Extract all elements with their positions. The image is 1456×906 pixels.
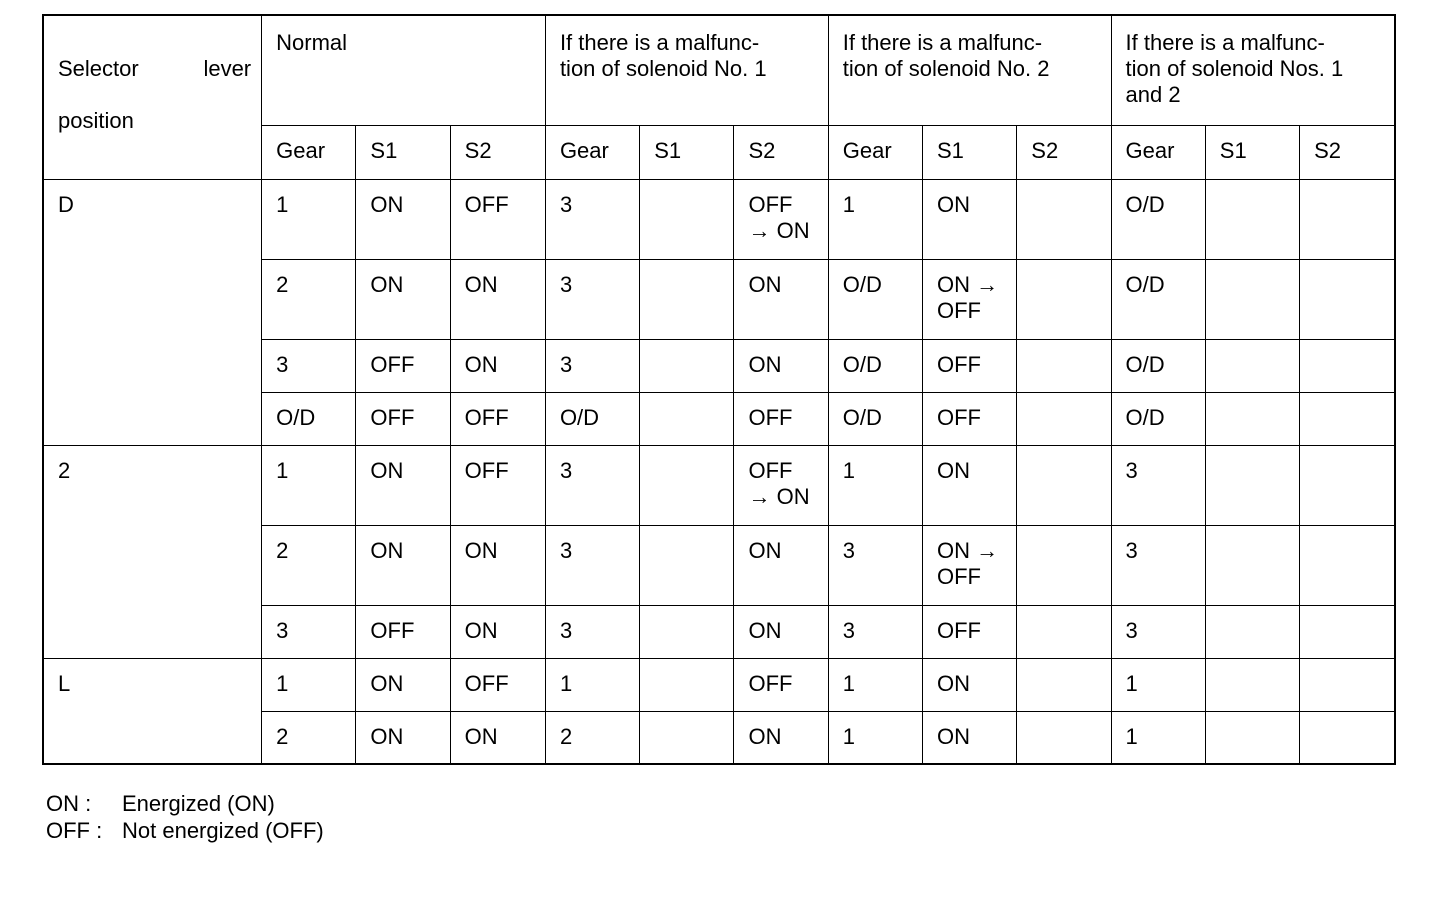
subheader-s1: S1 (1205, 125, 1299, 179)
group-header-malfunction-1: If there is a malfunc- tion of solenoid No. 1 (545, 15, 828, 125)
table-cell (640, 339, 734, 392)
table-cell (1017, 179, 1111, 259)
table-cell: 1 (262, 445, 356, 525)
table-cell (640, 605, 734, 658)
table-cell: 3 (545, 525, 639, 605)
subheader-gear: Gear (262, 125, 356, 179)
table-cell: ON (734, 259, 828, 339)
table-cell (1017, 392, 1111, 445)
group-header-normal: Normal (262, 15, 546, 125)
table-cell (640, 179, 734, 259)
table-cell (1300, 339, 1395, 392)
table-cell: 3 (828, 525, 922, 605)
table-cell (640, 658, 734, 711)
table-cell: OFF (734, 658, 828, 711)
position-word: position (58, 108, 134, 133)
group-header-malfunction-1-and-2: If there is a malfunc- tion of solenoid Nos. 1 and 2 (1111, 15, 1395, 125)
table-cell: 1 (1111, 711, 1205, 764)
table-cell: 3 (1111, 605, 1205, 658)
subheader-s2: S2 (450, 125, 545, 179)
table-cell: 2 (262, 525, 356, 605)
selector-lever-position-header (43, 15, 262, 179)
table-cell (1017, 605, 1111, 658)
table-cell: ON (450, 711, 545, 764)
table-cell: O/D (828, 259, 922, 339)
table-cell (1205, 605, 1299, 658)
table-cell (1300, 711, 1395, 764)
lever-word: lever (203, 56, 252, 81)
table-cell (1205, 525, 1299, 605)
table-cell: OFF (356, 392, 450, 445)
table-cell: OFF (356, 605, 450, 658)
table-cell: ON → OFF (923, 525, 1017, 605)
table-cell: 1 (828, 658, 922, 711)
table-cell: 1 (262, 658, 356, 711)
table-cell (1017, 525, 1111, 605)
table-cell: 3 (545, 179, 639, 259)
table-cell: O/D (1111, 179, 1205, 259)
table-cell: 1 (545, 658, 639, 711)
table-cell: OFF (450, 179, 545, 259)
subheader-s1: S1 (640, 125, 734, 179)
table-cell: ON (450, 259, 545, 339)
table-cell: 1 (1111, 658, 1205, 711)
table-cell (1205, 658, 1299, 711)
table-cell: ON (450, 605, 545, 658)
table-cell (1300, 658, 1395, 711)
legend (46, 790, 324, 844)
selector-word: Selector (58, 56, 139, 81)
legend-key: OFF : (46, 818, 103, 843)
subheader-s2: S2 (1017, 125, 1111, 179)
group-header-malfunction-2: If there is a malfunc- tion of solenoid No. 2 (828, 15, 1111, 125)
table-cell (640, 259, 734, 339)
subheader-s1: S1 (923, 125, 1017, 179)
table-cell: ON (450, 525, 545, 605)
table-cell: ON (450, 339, 545, 392)
table-cell: 2 (545, 711, 639, 764)
table-cell: 3 (545, 339, 639, 392)
table-cell: ON (923, 711, 1017, 764)
table-cell: OFF (923, 339, 1017, 392)
subheader-s1: S1 (356, 125, 450, 179)
table-cell: ON → OFF (923, 259, 1017, 339)
table-cell: 3 (1111, 525, 1205, 605)
table-cell: OFF (450, 658, 545, 711)
table-cell (640, 392, 734, 445)
table-cell: 3 (1111, 445, 1205, 525)
table-cell (1300, 392, 1395, 445)
table-cell: O/D (828, 392, 922, 445)
table-cell: ON (356, 259, 450, 339)
table-cell: ON (923, 445, 1017, 525)
table-cell: 3 (545, 605, 639, 658)
table-cell: ON (356, 445, 450, 525)
table-cell: O/D (262, 392, 356, 445)
table-cell: OFF (356, 339, 450, 392)
table-cell (640, 711, 734, 764)
table-row (43, 445, 1395, 525)
table-cell: 3 (262, 605, 356, 658)
table-cell: O/D (1111, 259, 1205, 339)
table-cell (1017, 339, 1111, 392)
table-cell: OFF (450, 445, 545, 525)
table-cell: ON (923, 658, 1017, 711)
table-cell (1300, 525, 1395, 605)
table-cell: O/D (1111, 392, 1205, 445)
table-cell (1300, 179, 1395, 259)
table-cell: ON (734, 339, 828, 392)
table-cell (1017, 658, 1111, 711)
table-cell: ON (356, 525, 450, 605)
table-cell: OFF (450, 392, 545, 445)
table-cell (1300, 605, 1395, 658)
table-cell (640, 445, 734, 525)
legend-value: Energized (ON) (122, 791, 275, 816)
table-cell: ON (734, 605, 828, 658)
table-cell: 3 (262, 339, 356, 392)
table-cell (1205, 392, 1299, 445)
subheader-gear: Gear (828, 125, 922, 179)
table-cell (640, 525, 734, 605)
table-cell: 1 (828, 711, 922, 764)
table-cell (1205, 259, 1299, 339)
table-cell: ON (356, 179, 450, 259)
table-cell: 3 (828, 605, 922, 658)
table-cell: ON (356, 711, 450, 764)
position-cell-l: L (43, 658, 262, 764)
table-cell (1205, 711, 1299, 764)
table-cell: OFF → ON (734, 445, 828, 525)
subheader-s2: S2 (1300, 125, 1395, 179)
legend-item (46, 817, 324, 844)
legend-key: ON : (46, 791, 92, 816)
table-cell: 2 (262, 259, 356, 339)
table-cell: ON (923, 179, 1017, 259)
table-cell (1300, 259, 1395, 339)
table-cell: 2 (262, 711, 356, 764)
position-cell-2: 2 (43, 445, 262, 658)
table-cell: O/D (828, 339, 922, 392)
table-cell: ON (356, 658, 450, 711)
table-cell (1017, 711, 1111, 764)
table-cell: 1 (262, 179, 356, 259)
subheader-gear: Gear (1111, 125, 1205, 179)
table-row (43, 179, 1395, 259)
solenoid-operation-table (42, 14, 1396, 765)
table-cell: ON (734, 711, 828, 764)
table-cell: O/D (545, 392, 639, 445)
table-cell: O/D (1111, 339, 1205, 392)
table-cell: OFF (734, 392, 828, 445)
table-cell: ON (734, 525, 828, 605)
table-cell (1300, 445, 1395, 525)
legend-item (46, 790, 324, 817)
table-cell: 1 (828, 179, 922, 259)
table-row (43, 658, 1395, 711)
table-cell: OFF (923, 605, 1017, 658)
table-cell: OFF (923, 392, 1017, 445)
legend-value: Not energized (OFF) (122, 818, 324, 843)
table-cell: 1 (828, 445, 922, 525)
subheader-gear: Gear (545, 125, 639, 179)
table-cell: 3 (545, 259, 639, 339)
table-cell (1205, 445, 1299, 525)
table-cell (1017, 259, 1111, 339)
table-cell (1017, 445, 1111, 525)
table-cell (1205, 339, 1299, 392)
table-cell: OFF → ON (734, 179, 828, 259)
table-cell: 3 (545, 445, 639, 525)
position-cell-d: D (43, 179, 262, 445)
table-cell (1205, 179, 1299, 259)
subheader-s2: S2 (734, 125, 828, 179)
